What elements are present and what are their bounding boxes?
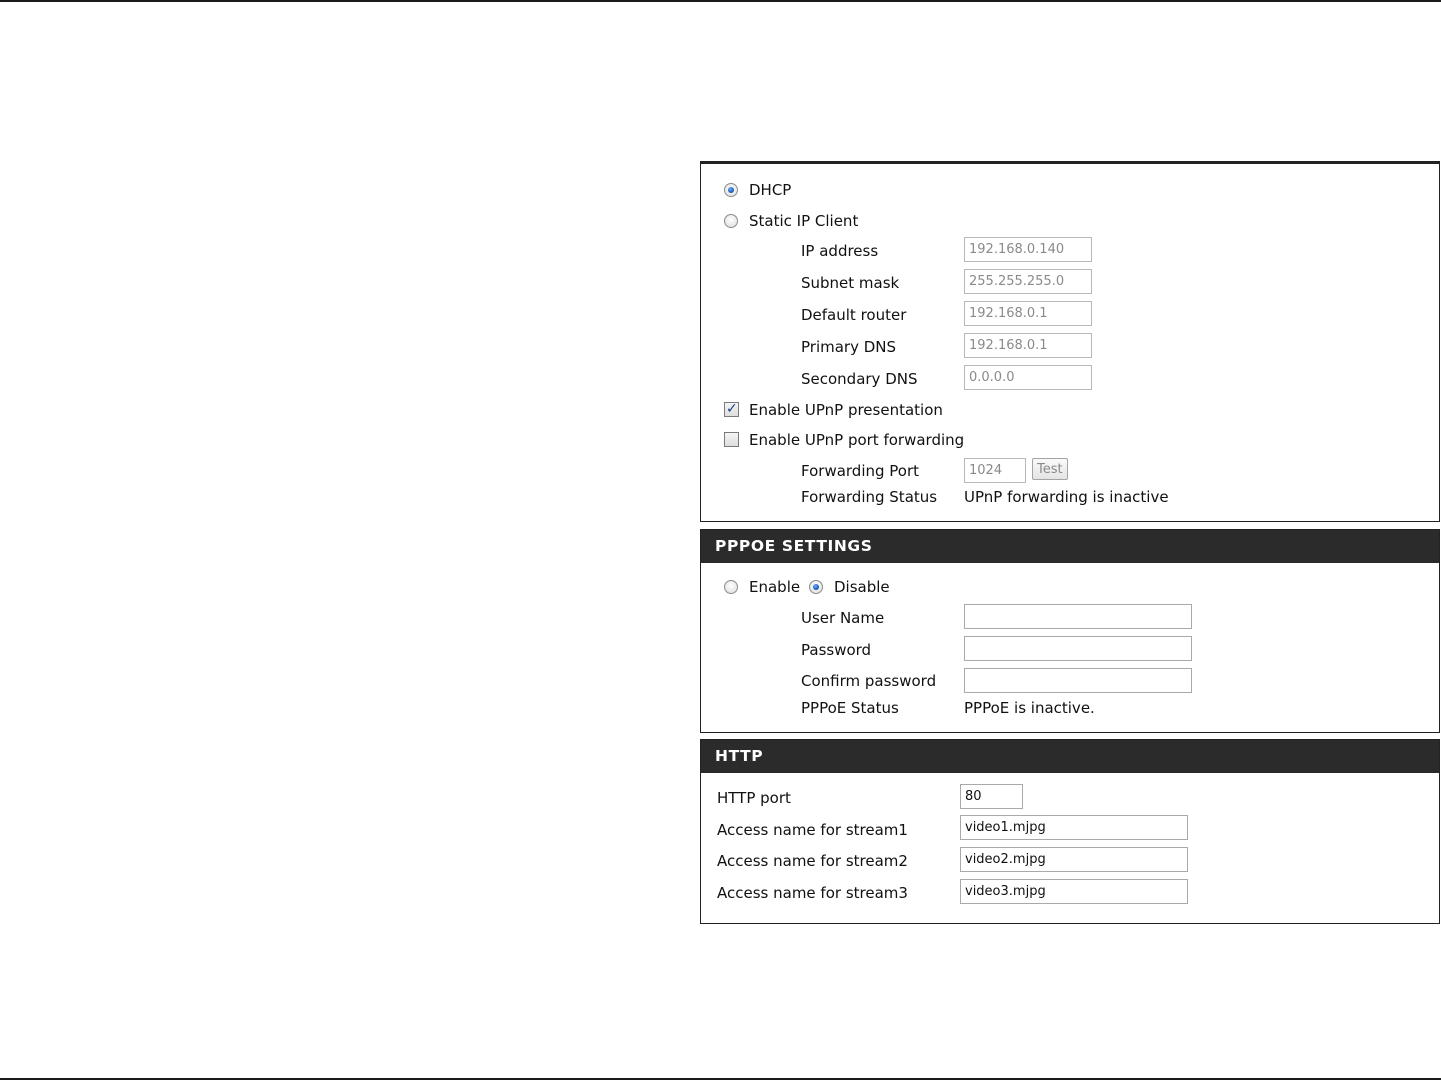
static-ip-radio[interactable] xyxy=(724,214,738,228)
pppoe-disable-label: Disable xyxy=(834,578,890,596)
pppoe-status-label: PPPoE Status xyxy=(801,699,899,717)
subnet-mask-label: Subnet mask xyxy=(801,274,900,292)
default-router-label: Default router xyxy=(801,306,907,324)
stream1-label: Access name for stream1 xyxy=(717,821,908,839)
subnet-mask-input[interactable] xyxy=(964,269,1092,294)
pppoe-header: PPPOE SETTINGS xyxy=(701,530,1439,563)
stream2-label: Access name for stream2 xyxy=(717,852,908,870)
http-settings-panel xyxy=(700,739,1440,924)
pppoe-enable-label: Enable xyxy=(749,578,801,596)
stream3-label: Access name for stream3 xyxy=(717,884,908,902)
dhcp-label: DHCP xyxy=(749,181,792,199)
pppoe-enable-radio[interactable] xyxy=(724,580,738,594)
primary-dns-input[interactable] xyxy=(964,333,1092,358)
http-header: HTTP xyxy=(701,740,1439,773)
confirm-password-input[interactable] xyxy=(964,668,1192,693)
static-ip-label: Static IP Client xyxy=(749,212,859,230)
user-name-label: User Name xyxy=(801,609,885,627)
top-page-rule xyxy=(0,0,1441,2)
upnp-presentation-label: Enable UPnP presentation xyxy=(749,401,943,419)
dhcp-radio[interactable] xyxy=(724,183,738,197)
pppoe-settings-panel xyxy=(700,529,1440,733)
ip-address-input[interactable] xyxy=(964,237,1092,262)
stream1-input[interactable] xyxy=(960,815,1188,840)
default-router-input[interactable] xyxy=(964,301,1092,326)
user-name-input[interactable] xyxy=(964,604,1192,629)
bottom-page-rule xyxy=(0,1078,1441,1080)
checkmark-icon: ✓ xyxy=(726,401,738,417)
http-port-input[interactable] xyxy=(960,784,1023,809)
http-port-label: HTTP port xyxy=(717,789,791,807)
password-label: Password xyxy=(801,641,872,659)
forwarding-port-label: Forwarding Port xyxy=(801,462,920,480)
stream2-input[interactable] xyxy=(960,847,1188,872)
confirm-password-label: Confirm password xyxy=(801,672,937,690)
upnp-forwarding-checkbox[interactable] xyxy=(724,432,739,447)
password-input[interactable] xyxy=(964,636,1192,661)
forwarding-port-input[interactable] xyxy=(964,458,1026,483)
secondary-dns-input[interactable] xyxy=(964,365,1092,390)
forwarding-status-value: UPnP forwarding is inactive xyxy=(964,488,1169,506)
upnp-presentation-checkbox[interactable] xyxy=(724,402,739,417)
ip-address-label: IP address xyxy=(801,242,879,260)
pppoe-status-value: PPPoE is inactive. xyxy=(964,699,1095,717)
lan-settings-panel xyxy=(700,161,1440,522)
forwarding-status-label: Forwarding Status xyxy=(801,488,938,506)
stream3-input[interactable] xyxy=(960,879,1188,904)
test-button[interactable]: Test xyxy=(1032,458,1068,480)
secondary-dns-label: Secondary DNS xyxy=(801,370,918,388)
pppoe-disable-radio[interactable] xyxy=(809,580,823,594)
primary-dns-label: Primary DNS xyxy=(801,338,897,356)
upnp-forwarding-label: Enable UPnP port forwarding xyxy=(749,431,965,449)
